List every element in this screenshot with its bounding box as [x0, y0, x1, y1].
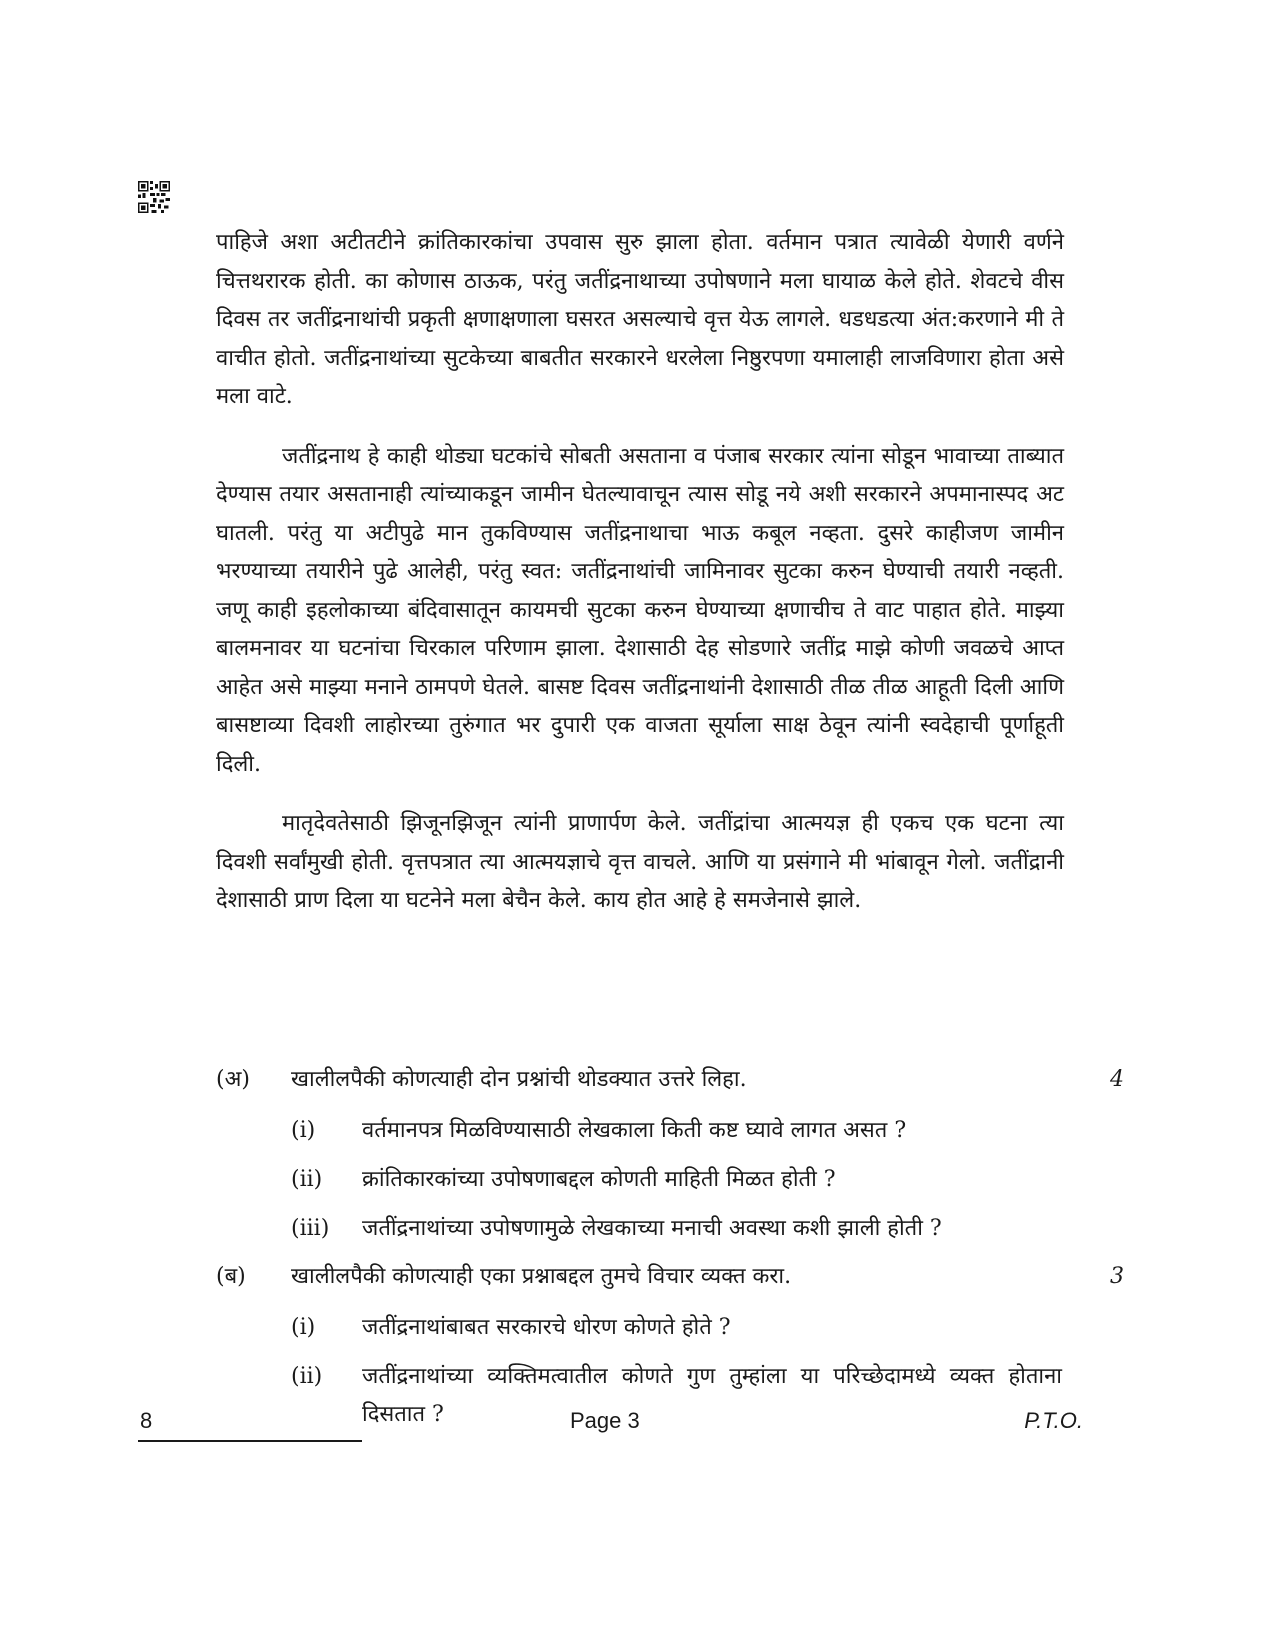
passage-paragraph: पाहिजे अशा अटीतटीने क्रांतिकारकांचा उपवास सुरु झाला होता. वर्तमान पत्रात त्यावेळी येणारी वर्णने चित्तथरारक होती. का कोणास ठाऊक, परंतु जतींद्रनाथाच्या उपोषणाने मला घायाळ केले होते. शेवटचे वीस दिवस तर जतींद्रनाथांची प्रकृती क्षणाक्षणाला घसरत असल्याचे वृत्त येऊ लागले. धडधडत्या अंत:करणाने मी ते वाचीत होतो. जतींद्रनाथांच्या सुटकेच्या बाबतीत सरकारने धरलेला निष्ठुरपणा यमालाही लाजविणारा होता असे मला वाटे.: [216, 230, 1064, 409]
question-a: [216, 1062, 1124, 1248]
sub-question-text: वर्तमानपत्र मिळविण्यासाठी लेखकाला किती कष्ट घ्यावे लागत असत ?: [362, 1118, 907, 1143]
sub-question: [216, 1161, 1124, 1199]
sub-question-number: (i): [291, 1315, 316, 1340]
question-header: [216, 1062, 1124, 1112]
question-text: खालीलपैकी कोणत्याही एका प्रश्नाबद्दल तुमचे विचार व्यक्त करा.: [291, 1264, 792, 1289]
sub-question-number: (ii): [291, 1364, 323, 1389]
question-marks: 4: [1110, 1067, 1124, 1092]
sub-question-number: (i): [291, 1118, 316, 1143]
sub-question-text: जतींद्रनाथांच्या व्यक्तिमत्वातील कोणते गुण तुम्हांला या परिच्छेदामध्ये व्यक्त होताना दिसतात ?: [362, 1364, 1062, 1427]
sub-question-text: जतींद्रनाथांबाबत सरकारचे धोरण कोणते होते ?: [362, 1315, 731, 1340]
sub-question: [216, 1210, 1124, 1248]
sub-question-text: क्रांतिकारकांच्या उपोषणाबद्दल कोणती माहिती मिळत होती ?: [362, 1167, 836, 1192]
sub-question: [216, 1358, 1124, 1434]
passage-paragraph: जतींद्रनाथ हे काही थोड्या घटकांचे सोबती असताना व पंजाब सरकार त्यांना सोडून भावाच्या ताब्यात देण्यास तयार असतानाही त्यांच्याकडून जामीन घेतल्यावाचून त्यास सोडू नये अशी सरकारने अपमानास्पद अट घातली. परंतु या अटीपुढे मान तुकविण्यास जतींद्रनाथाचा भाऊ कबूल नव्हता. दुसरे काहीजण जामीन भरण्याच्या तयारीने पुढे आलेही, परंतु स्वत: जतींद्रनाथांची जामिनावर सुटका करुन घेण्याची तयारी नव्हती. जणू काही इहलोकाच्या बंदिवासातून कायमची सुटका करुन घेण्याच्या क्षणाचीच ते वाट पाहात होते. माझ्या बालमनावर या घटनांचा चिरकाल परिणाम झाला. देशासाठी देह सोडणारे जतींद्र माझे कोणी जवळचे आप्त आहेत असे माझ्या मनाने ठामपणे घेतले. बासष्ट दिवस जतींद्रनाथांनी देशासाठी तीळ तीळ आहूती दिली आणि बासष्टाव्या दिवशी लाहोरच्या तुरुंगात भर दुपारी एक वाजता सूर्याला साक्ष ठेवून त्यांनी स्वदेहाची पूर्णाहूती दिली.: [216, 443, 1064, 777]
passage-paragraph: मातृदेवतेसाठी झिजूनझिजून त्यांनी प्राणार्पण केले. जतींद्रांचा आत्मयज्ञ ही एकच एक घटना त्या दिवशी सर्वांमुखी होती. वृत्तपत्रात त्या आत्मयज्ञाचे वृत्त वाचले. आणि या प्रसंगाने मी भांबावून गेलो. जतींद्रानी देशासाठी प्राण दिला या घटनेने मला बेचैन केले. काय होत आहे हे समजेनासे झाले.: [216, 811, 1064, 913]
question-list: [216, 1062, 1124, 1445]
question-b: [216, 1259, 1124, 1434]
sub-question-number: (ii): [291, 1167, 323, 1192]
question-text: खालीलपैकी कोणत्याही दोन प्रश्नांची थोडक्यात उत्तरे लिहा.: [291, 1067, 747, 1092]
passage: [216, 224, 1064, 921]
question-header: [216, 1259, 1124, 1309]
question-label: (अ): [216, 1067, 250, 1092]
paper-code: 8: [140, 1408, 153, 1433]
pto-label: P.T.O.: [1024, 1408, 1083, 1433]
page-number: Page 3: [570, 1408, 640, 1433]
question-marks: 3: [1110, 1264, 1124, 1289]
qr-code-icon: [138, 181, 170, 213]
question-label: (ब): [216, 1264, 246, 1289]
footer-divider: [138, 1440, 362, 1442]
sub-question: [216, 1309, 1124, 1347]
sub-question-text: जतींद्रनाथांच्या उपोषणामुळे लेखकाच्या मनाची अवस्था कशी झाली होती ?: [362, 1216, 942, 1241]
sub-question: [216, 1112, 1124, 1150]
sub-question-number: (iii): [291, 1216, 330, 1241]
